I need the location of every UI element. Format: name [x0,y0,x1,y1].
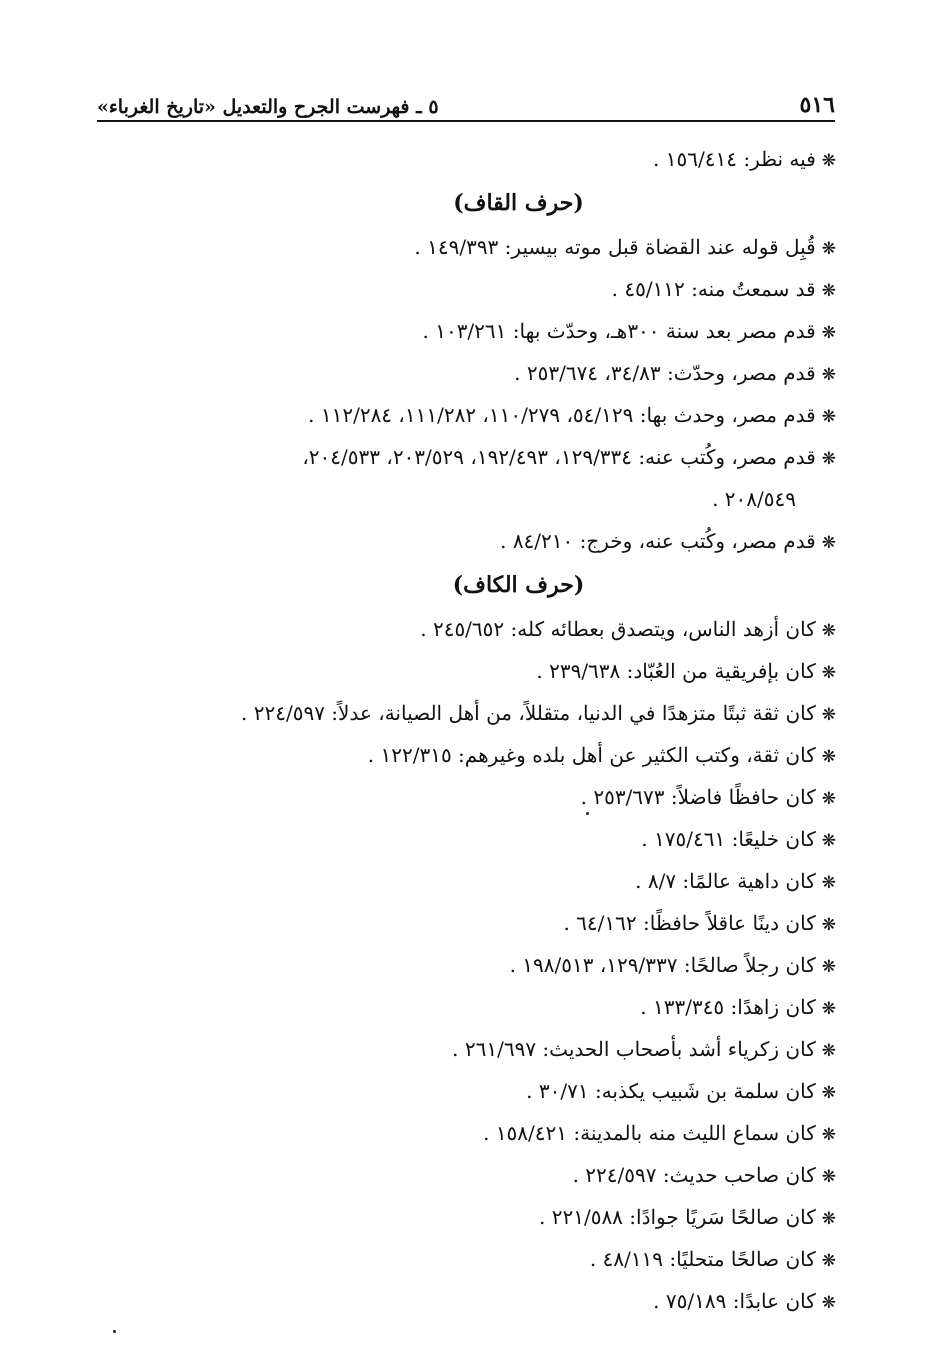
entry-text: كان ثقة، وكتب الكثير عن أهل بلده وغيرهم: ١٢٢/٣١٥ . [367,743,816,767]
bullet-star-icon: ❋ [821,831,836,851]
index-entry [91,1028,836,1070]
entry-text: قدم مصر، وكُتب عنه: ١٢٩/٣٣٤، ١٩٢/٤٩٣، ٢٠٣/٥٢٩، ٢٠٤/٥٣٣، [302,445,816,469]
bullet-star-icon: ❋ [821,1251,836,1271]
bullet-star-icon: ❋ [821,151,836,171]
bullet-star-icon: ❋ [821,1125,836,1145]
entry-text: كان رجلاً صالحًا: ١٢٩/٣٣٧، ١٩٨/٥١٣ . [509,953,816,977]
index-entry [91,608,836,650]
entry-text: كان داهية عالمًا: ٨/٧ . [635,869,816,893]
index-entry [91,734,836,776]
bullet-star-icon: ❋ [821,789,836,809]
index-entry [91,394,836,436]
bullet-star-icon: ❋ [821,323,836,343]
index-entry [91,520,836,562]
index-entry [91,1196,836,1238]
entry-text: كان صالحًا سَريًا جوادًا: ٢٢١/٥٨٨ . [539,1205,816,1229]
bullet-star-icon: ❋ [821,449,836,469]
entry-text: كان بإفريقية من العُبّاد: ٢٣٩/٦٣٨ . [536,659,816,683]
page-number: ٥١٦ [799,92,835,118]
bullet-star-icon: ❋ [821,915,836,935]
entry-text: كان عابدًا: ٧٥/١٨٩ . [653,1289,816,1313]
scan-speck [586,812,589,815]
entry-text: كان صالحًا متحليًا: ٤٨/١١٩ . [589,1247,816,1271]
section-heading-kaf: (حرف الكاف) [452,572,585,598]
index-entry [91,268,836,310]
index-entry [91,226,836,268]
index-entry [91,818,836,860]
index-entry [91,310,836,352]
entry-text: كان أزهد الناس، ويتصدق بعطائه كله: ٢٤٥/٦٥٢ . [420,617,816,641]
bullet-star-icon: ❋ [821,663,836,683]
index-entry-continuation: ٢٠٨/٥٤٩ . [712,487,796,511]
index-entry [91,692,836,734]
entry-text: قد سمعتُ منه: ٤٥/١١٢ . [611,277,816,301]
bullet-star-icon: ❋ [821,1209,836,1229]
index-entry [91,436,836,478]
index-entry [91,902,836,944]
bullet-star-icon: ❋ [821,705,836,725]
section-heading-qaf: (حرف القاف) [453,190,584,216]
entry-text: كان سماع الليث منه بالمدينة: ١٥٨/٤٢١ . [483,1121,816,1145]
index-entry [91,1070,836,1112]
index-entry [91,1280,836,1322]
bullet-star-icon: ❋ [821,281,836,301]
index-entry [91,1238,836,1280]
bullet-star-icon: ❋ [821,407,836,427]
entry-text: فيه نظر: ١٥٦/٤١٤ . [653,147,816,171]
entry-text: قدم مصر، وحدث بها: ٥٤/١٢٩، ١١٠/٢٧٩، ١١١/٢٨٢، ١١٢/٢٨٤ . [308,403,816,427]
entry-text: كان سلمة بن شَبيب يكذبه: ٣٠/٧١ . [526,1079,816,1103]
bullet-star-icon: ❋ [821,365,836,385]
bullet-star-icon: ❋ [821,533,836,553]
bullet-star-icon: ❋ [821,1167,836,1187]
entry-text: كان خليعًا: ١٧٥/٤٦١ . [641,827,816,851]
index-entry [91,986,836,1028]
entry-text: كان دينًا عاقلاً حافظًا: ٦٤/١٦٢ . [563,911,816,935]
entry-text: قُبِل قوله عند القضاة قبل موته بيسير: ١٤٩/٣٩٣ . [414,235,816,259]
entry-text: قدم مصر، وحدّث: ٣٤/٨٣، ٢٥٣/٦٧٤ . [514,361,816,385]
scan-speck [113,1330,116,1333]
index-entry [91,776,836,818]
entry-text: كان زكرياء أشد بأصحاب الحديث: ٢٦١/٦٩٧ . [452,1037,816,1061]
entry-text: كان زاهدًا: ١٣٣/٣٤٥ . [640,995,816,1019]
index-entry [91,1112,836,1154]
bullet-star-icon: ❋ [821,999,836,1019]
bullet-star-icon: ❋ [821,621,836,641]
index-entry [91,860,836,902]
bullet-star-icon: ❋ [821,1083,836,1103]
bullet-star-icon: ❋ [821,873,836,893]
entry-text: قدم مصر، وكُتب عنه، وخرج: ٨٤/٢١٠ . [500,529,816,553]
index-entry [91,352,836,394]
index-entry [91,1154,836,1196]
bullet-star-icon: ❋ [821,1041,836,1061]
running-title: ٥ ـ فهرست الجرح والتعديل «تاريخ الغرباء» [97,96,439,118]
index-entry [91,650,836,692]
index-entry [91,944,836,986]
index-entry [91,138,836,180]
entry-text: كان صاحب حديث: ٢٢٤/٥٩٧ . [572,1163,816,1187]
bullet-star-icon: ❋ [821,239,836,259]
page-header [97,78,835,122]
bullet-star-icon: ❋ [821,1293,836,1313]
bullet-star-icon: ❋ [821,747,836,767]
entry-text: كان حافظًا فاضلاً: ٢٥٣/٦٧٣ . [580,785,816,809]
bullet-star-icon: ❋ [821,957,836,977]
index-body [91,138,836,1322]
entry-text: قدم مصر بعد سنة ٣٠٠هـ، وحدّث بها: ١٠٣/٢٦١ . [422,319,816,343]
entry-text: كان ثقة ثبتًا متزهدًا في الدنيا، متقللاً، من أهل الصيانة، عدلاً: ٢٢٤/٥٩٧ . [241,701,816,725]
